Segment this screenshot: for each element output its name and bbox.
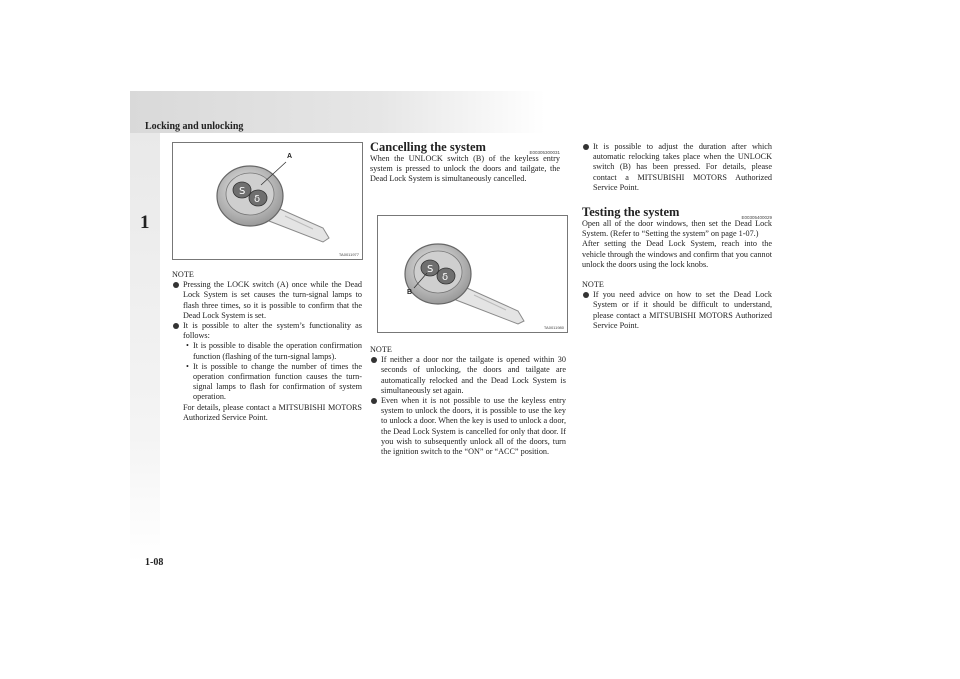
key-fob-illustration — [378, 216, 567, 332]
sub-item-text: It is possible to change the number of times the operation confirmation function causes the turn-signal lamps to flash for confirmation of system operation. — [193, 361, 362, 402]
note-bullet: Even when it is not possible to use the keyless entry system to unlock the doors, it is possible to use the key to unlock a door. When the key is used to unlock a door, the Dead Lock System is cancelled for only that door. If you wish to subsequently unlock all of the doors, turn the ignition switch to the “ON” or “ACC” position. — [370, 396, 566, 457]
figure-a-code: TA0011977 — [338, 252, 359, 257]
middle-column-notes — [370, 345, 566, 457]
sub-item-text: It is possible to disable the operation confirmation function (flashing of the turn-signal lamps). — [193, 341, 362, 361]
figure-b-label: B — [407, 289, 413, 296]
note-bullet: It is possible to adjust the duration after which automatic relocking takes place when the UNLOCK switch (B) has been pressed. For details, please contact a MITSUBISHI MOTORS Authorized Service Point. — [582, 142, 772, 193]
body-text: Open all of the door windows, then set the Dead Lock System. (Refer to “Setting the system” on page 1-07.) — [582, 219, 772, 239]
body-text: After setting the Dead Lock System, reach into the vehicle through the windows and confirm that you cannot unlock the doors using the lock knobs. — [582, 239, 772, 269]
key-fob-illustration — [173, 143, 362, 259]
sub-dot: • — [186, 361, 189, 371]
section-code: E00305300031 — [529, 150, 560, 155]
middle-column — [370, 140, 560, 185]
figure-key-unlock — [377, 215, 568, 333]
sub-item — [172, 341, 362, 361]
svg-text:δ: δ — [254, 194, 261, 205]
svg-text:S: S — [239, 186, 246, 197]
chapter-tab — [130, 133, 160, 563]
note-label: NOTE — [582, 280, 604, 290]
section-code: E00305400029 — [741, 215, 772, 221]
note-label: NOTE — [172, 270, 194, 279]
note-bullet: It is possible to alter the system’s functionality as follows: — [172, 321, 362, 341]
section-header-title: Locking and unlocking — [145, 121, 244, 132]
svg-text:S: S — [427, 264, 434, 275]
sub-item — [172, 362, 362, 403]
section-title-text: Testing the system — [582, 205, 680, 220]
note-bullet: If neither a door nor the tailgate is opened within 30 seconds of unlocking, the doors and tailgate are automatically relocked and the Dead Lock System is simultaneously set again. — [370, 355, 566, 396]
note-label: NOTE — [370, 345, 392, 354]
section-title — [370, 140, 560, 154]
left-column — [172, 270, 362, 423]
figure-b-code: TA0011980 — [543, 325, 564, 330]
section-title — [582, 205, 772, 219]
svg-text:δ: δ — [442, 272, 449, 283]
contact-text: For details, please contact a MITSUBISHI MOTORS Authorized Service Point. — [183, 402, 362, 422]
sub-dot: • — [186, 341, 189, 351]
section-title-text: Cancelling the system — [370, 140, 486, 154]
figure-a-label: A — [287, 153, 293, 160]
chapter-number: 1 — [140, 212, 150, 233]
figure-key-lock — [172, 142, 363, 260]
page-number: 1-08 — [145, 557, 164, 568]
body-text: When the UNLOCK switch (B) of the keyless entry system is pressed to unlock the doors and tailgate, the Dead Lock System is simultaneously cancelled. — [370, 154, 560, 184]
note-bullet: If you need advice on how to set the Dead Lock System or if it should be difficult to understand, please contact a MITSUBISHI MOTORS Authorized Service Point. — [582, 290, 772, 331]
right-column — [582, 142, 772, 331]
note-bullet: Pressing the LOCK switch (A) once while the Dead Lock System is set causes the turn-signal lamps to flash three times, so it is possible to confirm that the Dead Lock System is set. — [172, 280, 362, 321]
